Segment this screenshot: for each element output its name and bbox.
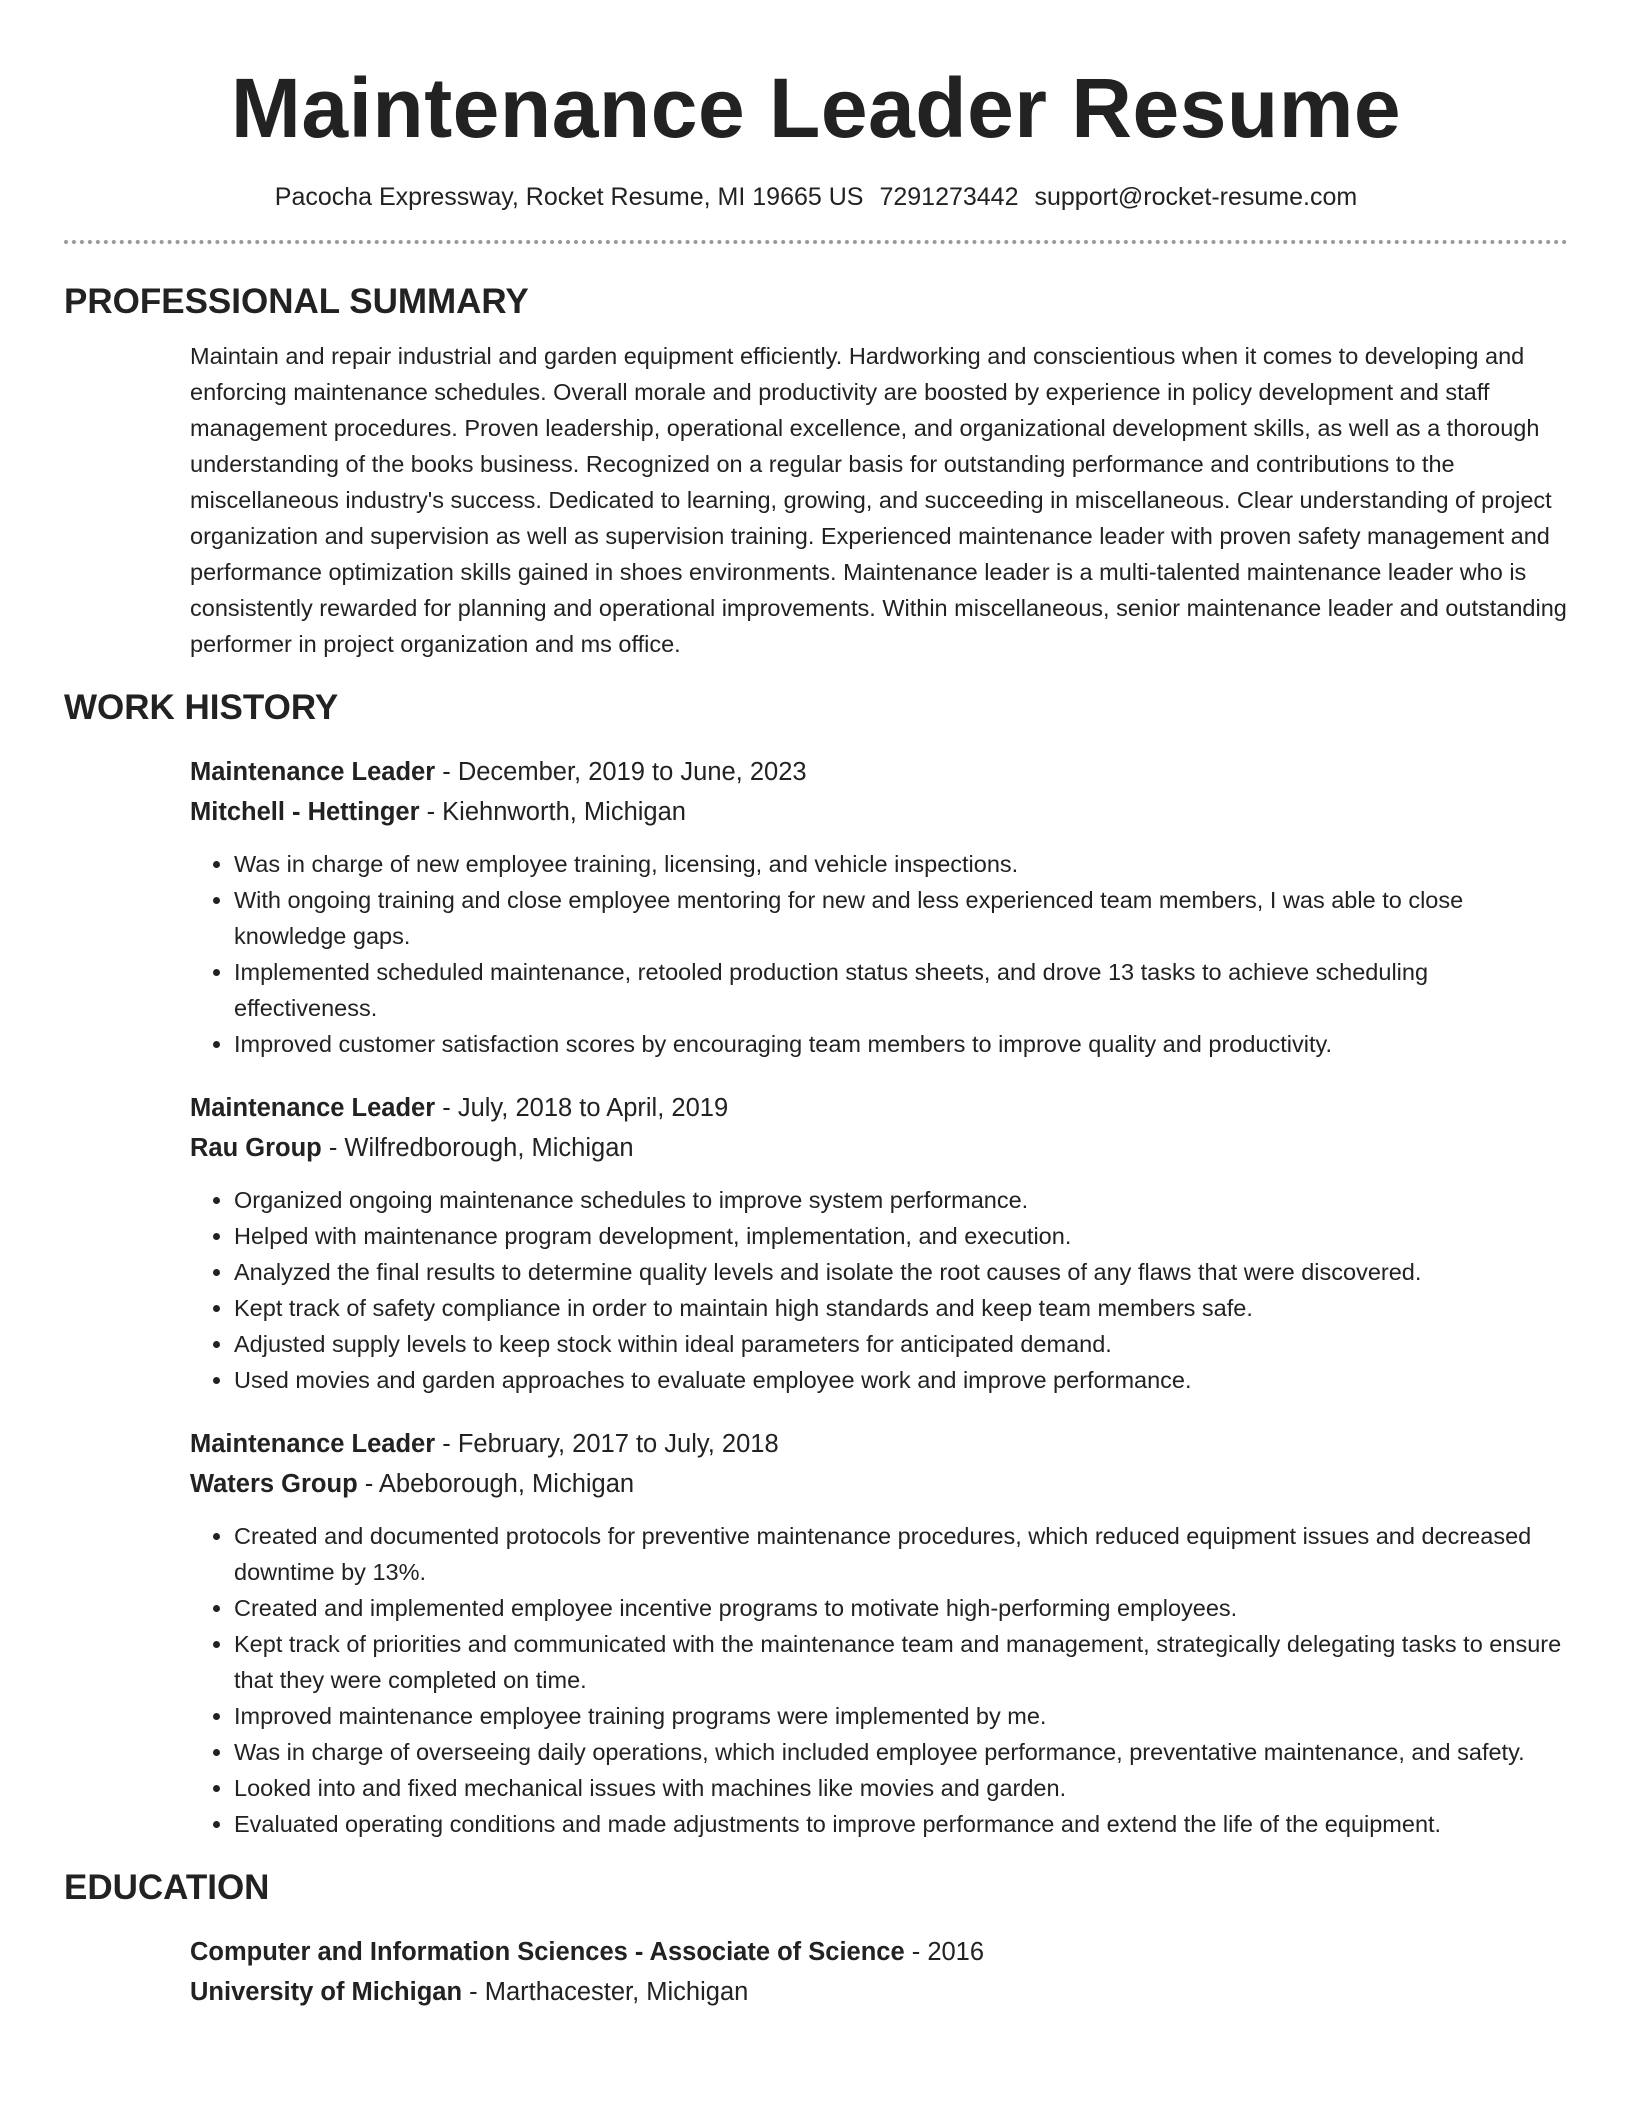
job-bullet: • Improved maintenance employee training programs were implemented by me. [234, 1698, 1570, 1734]
summary-heading: PROFESSIONAL SUMMARY [64, 282, 529, 321]
job-bullet: • Was in charge of new employee training, licensing, and vehicle inspections. [234, 846, 1570, 882]
education-location: - Marthacester, Michigan [462, 1978, 749, 2006]
job-bullets [190, 846, 1570, 1062]
resume-title: Maintenance Leader Resume [230, 61, 1402, 155]
job-company: Waters Group [190, 1470, 358, 1498]
summary-text: Maintain and repair industrial and garden equipment efficiently. Hardworking and conscientious when it comes to developing and enforcing maintenance schedules. Overall morale and productivity are boosted by experience in policy development and staff management procedures. Proven leadership, operational excellence, and organizational development skills, as well as a thorough understanding of the books business. Recognized on a regular basis for outstanding performance and contributions to the miscellaneous industry's success. Dedicated to learning, growing, and succeeding in miscellaneous. Clear understanding of project organization and supervision as well as supervision training. Experienced maintenance leader with proven safety management and performance optimization skills gained in shoes environments. Maintenance leader is a multi-talented maintenance leader who is consistently rewarded for planning and operational improvements. Within miscellaneous, senior maintenance leader and outstanding performer in project organization and ms office. [190, 343, 1567, 657]
education-section [64, 1866, 1568, 2012]
job-title: Maintenance Leader [190, 758, 436, 786]
education-school-line [190, 1972, 1570, 2012]
job-bullet: • Created and implemented employee incentive programs to motivate high-performing employees. [234, 1590, 1570, 1626]
job-bullet: • Helped with maintenance program development, implementation, and execution. [234, 1218, 1570, 1254]
contact-address: Pacocha Expressway, Rocket Resume, MI 19665 US [274, 183, 864, 211]
job-title: Maintenance Leader [190, 1430, 436, 1458]
job-company: Rau Group [190, 1134, 322, 1162]
job-title-line [190, 1424, 1570, 1464]
job-bullet: • Evaluated operating conditions and made adjustments to improve performance and extend the life of the equipment. [234, 1806, 1570, 1842]
work-history-heading: WORK HISTORY [64, 688, 339, 727]
job-bullet: • Kept track of safety compliance in order to maintain high standards and keep team members safe. [234, 1290, 1570, 1326]
contact-email: support@rocket-resume.com [1034, 183, 1358, 211]
job-title-line [190, 752, 1570, 792]
job-bullet: • Analyzed the final results to determine quality levels and isolate the root causes of any flaws that were discovered. [234, 1254, 1570, 1290]
job-bullet: • Organized ongoing maintenance schedules to improve system performance. [234, 1182, 1570, 1218]
job-bullet: • Looked into and fixed mechanical issues with machines like movies and garden. [234, 1770, 1570, 1806]
job-entry [190, 752, 1570, 1062]
contact-line [64, 180, 1568, 214]
job-entry [190, 1424, 1570, 1842]
education-heading: EDUCATION [64, 1868, 270, 1907]
job-location: - Kiehnworth, Michigan [419, 798, 686, 826]
work-history-section [64, 686, 1568, 1842]
header-divider [64, 240, 1568, 244]
education-degree: Computer and Information Sciences - Associate of Science [190, 1938, 905, 1966]
job-location: - Abeborough, Michigan [357, 1470, 635, 1498]
job-dates: - December, 2019 to June, 2023 [435, 758, 807, 786]
job-company: Mitchell - Hettinger [190, 798, 420, 826]
job-company-line [190, 1464, 1570, 1504]
job-bullet: • Implemented scheduled maintenance, retooled production status sheets, and drove 13 tasks to achieve scheduling effectiveness. [234, 954, 1570, 1026]
job-bullet: • With ongoing training and close employee mentoring for new and less experienced team members, I was able to close knowledge gaps. [234, 882, 1570, 954]
job-title-line [190, 1088, 1570, 1128]
education-degree-line [190, 1932, 1570, 1972]
education-entry [190, 1932, 1570, 2012]
job-company-line [190, 1128, 1570, 1168]
job-bullet: • Created and documented protocols for preventive maintenance procedures, which reduced equipment issues and decreased downtime by 13%. [234, 1518, 1570, 1590]
job-bullet: • Used movies and garden approaches to evaluate employee work and improve performance. [234, 1362, 1570, 1398]
job-title: Maintenance Leader [190, 1094, 436, 1122]
job-location: - Wilfredborough, Michigan [321, 1134, 634, 1162]
job-entry [190, 1088, 1570, 1398]
job-bullet: • Kept track of priorities and communicated with the maintenance team and management, strategically delegating tasks to ensure that they were completed on time. [234, 1626, 1570, 1698]
job-bullet: • Adjusted supply levels to keep stock within ideal parameters for anticipated demand. [234, 1326, 1570, 1362]
job-bullet: • Was in charge of overseeing daily operations, which included employee performance, preventative maintenance, and safety. [234, 1734, 1570, 1770]
job-dates: - February, 2017 to July, 2018 [435, 1430, 779, 1458]
job-company-line [190, 792, 1570, 832]
job-bullets [190, 1182, 1570, 1398]
resume-page [64, 0, 1568, 2012]
contact-phone: 7291273442 [879, 183, 1019, 211]
job-dates: - July, 2018 to April, 2019 [435, 1094, 729, 1122]
job-bullet: • Improved customer satisfaction scores by encouraging team members to improve quality and productivity. [234, 1026, 1570, 1062]
summary-section [64, 280, 1568, 662]
education-school: University of Michigan [190, 1978, 463, 2006]
job-bullets [190, 1518, 1570, 1842]
education-year: - 2016 [904, 1938, 985, 1966]
